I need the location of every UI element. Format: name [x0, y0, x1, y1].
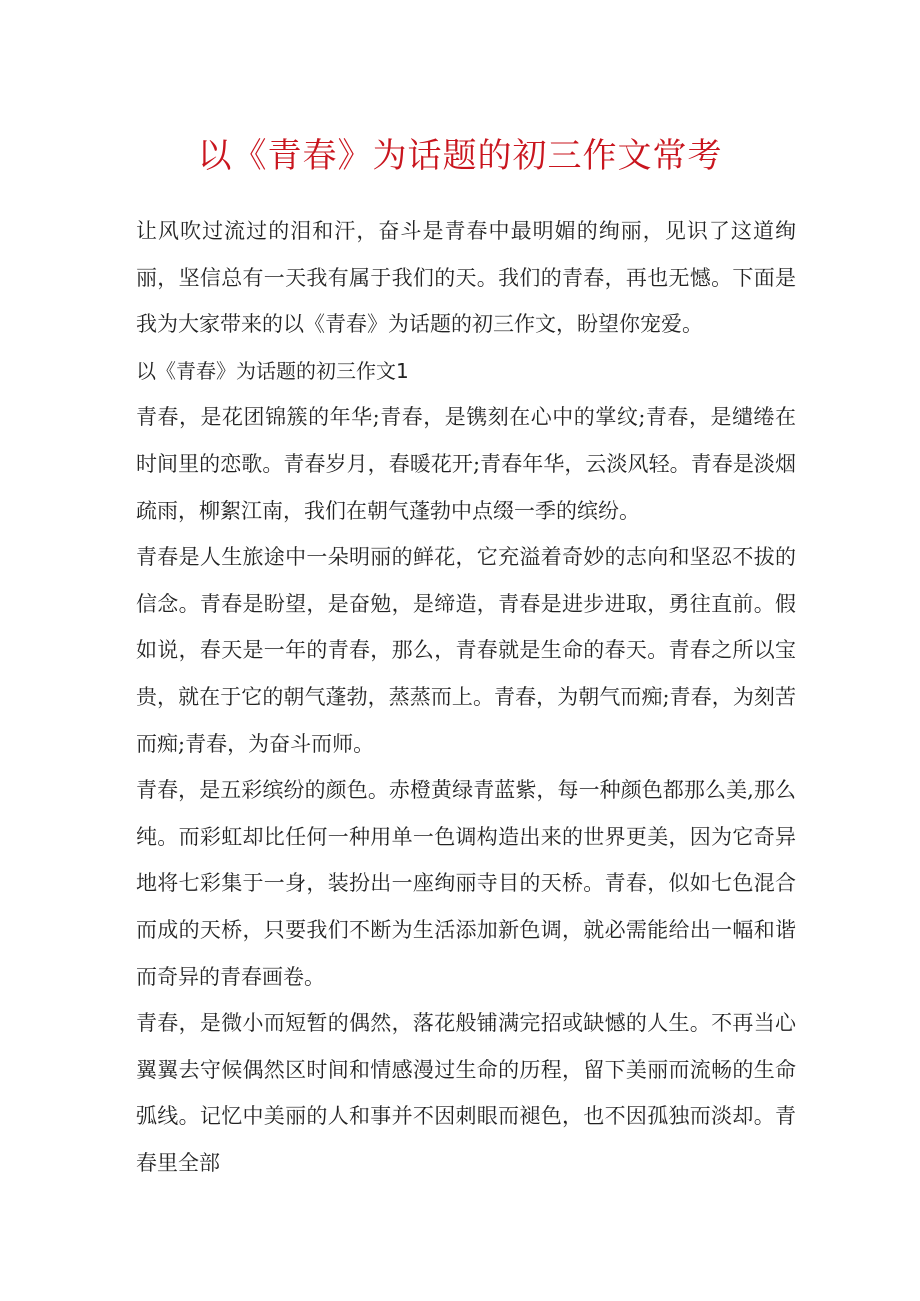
body-paragraph: 青春是人生旅途中一朵明丽的鲜花，它充溢着奇妙的志向和坚忍不拔的信念。青春是盼望，是奋勉，是缔造，青春是进步进取，勇往直前。假如说，春天是一年的青春，那么，青春就是生命的春天。青春之所以宝贵，就在于它的朝气蓬勃，蒸蒸而上。青春，为朝气而痴;青春，为刻苦而痴;青春，为奋斗而师。 [136, 545, 796, 756]
document-body [136, 208, 796, 1186]
body-paragraph: 青春，是微小而短暂的偶然，落花般铺满完招或缺憾的人生。不再当心翼翼去守候偶然区时间和情感漫过生命的历程，留下美丽而流畅的生命弧线。记忆中美丽的人和事并不因刺眼而褪色，也不因孤独而淡却。青春里全部 [136, 1011, 796, 1175]
body-paragraph: 青春，是五彩缤纷的颜色。赤橙黄绿青蓝紫，每一种颜色都那么美,那么纯。而彩虹却比任何一种用单一色调构造出来的世界更美，因为它奇异地将七彩集于一身，装扮出一座绚丽寺目的天桥。青春，似如七色混合而成的天桥，只要我们不断为生活添加新色调，就必需能给出一幅和谐而奇异的青春画卷。 [136, 778, 796, 989]
intro-paragraph: 让风吹过流过的泪和汗，奋斗是青春中最明媚的绚丽，见识了这道绚丽，坚信总有一天我有属于我们的天。我们的青春，再也无憾。下面是我为大家带来的以《青春》为话题的初三作文，盼望你宠爱。 [136, 219, 796, 337]
body-paragraph: 青春，是花团锦簇的年华;青春，是镌刻在心中的掌纹;青春，是缱绻在时间里的恋歌。青春岁月，春暖花开;青春年华，云淡风轻。青春是淡烟疏雨，柳絮江南，我们在朝气蓬勃中点缀一季的缤纷。 [136, 405, 796, 523]
document-title: 以《青春》为话题的初三作文常考 [197, 136, 723, 176]
section-heading: 以《青春》为话题的初三作文1 [136, 358, 409, 383]
